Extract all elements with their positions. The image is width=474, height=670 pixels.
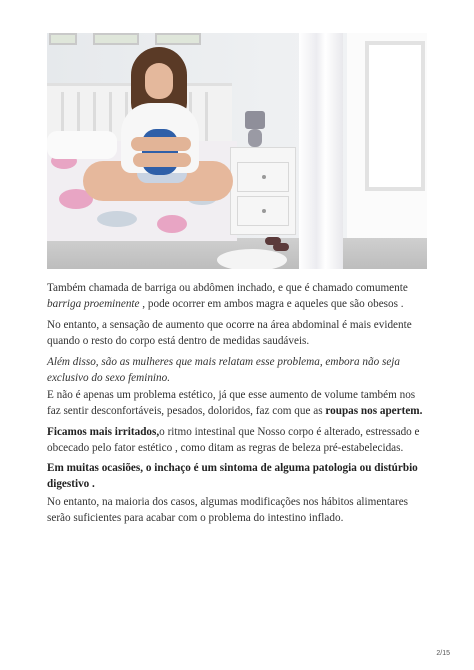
- hot-water-bottle-icon: [142, 129, 178, 175]
- woman-holding-hot-water-bottle-photo: [47, 33, 427, 269]
- paragraph-5: Ficamos mais irritados,o ritmo intestinal que Nosso corpo é alterado, estressado e obcecado pelo fator estético , como ditam as regras de beleza pré-estabelecidas.: [47, 426, 420, 454]
- paragraph-3: Além disso, são as mulheres que mais relatam esse problema, embora não seja exclusivo do sexo feminino.: [47, 356, 400, 384]
- page-number: 2/15: [436, 650, 450, 657]
- paragraph-2: No entanto, a sensação de aumento que ocorre na área abdominal é mais evidente quando o resto do corpo está dentro de medidas saudáveis.: [47, 319, 412, 347]
- paragraph-6: Em muitas ocasiões, o inchaço é um sintoma de alguma patologia ou distúrbio digestivo .: [47, 462, 418, 490]
- paragraph-1: Também chamada de barriga ou abdômen inchado, e que é chamado comumente barriga proeminente , pode ocorrer em ambos magra e aqueles que são obesos .: [47, 282, 408, 310]
- paragraph-4: E não é apenas um problema estético, já que esse aumento de volume também nos faz sentir desconfortáveis, pesados, doloridos, faz com que as roupas nos apertem.: [47, 389, 423, 417]
- paragraph-7: No entanto, na maioria dos casos, algumas modificações nos hábitos alimentares serão suficientes para acabar com o problema do intestino inflado.: [47, 496, 409, 524]
